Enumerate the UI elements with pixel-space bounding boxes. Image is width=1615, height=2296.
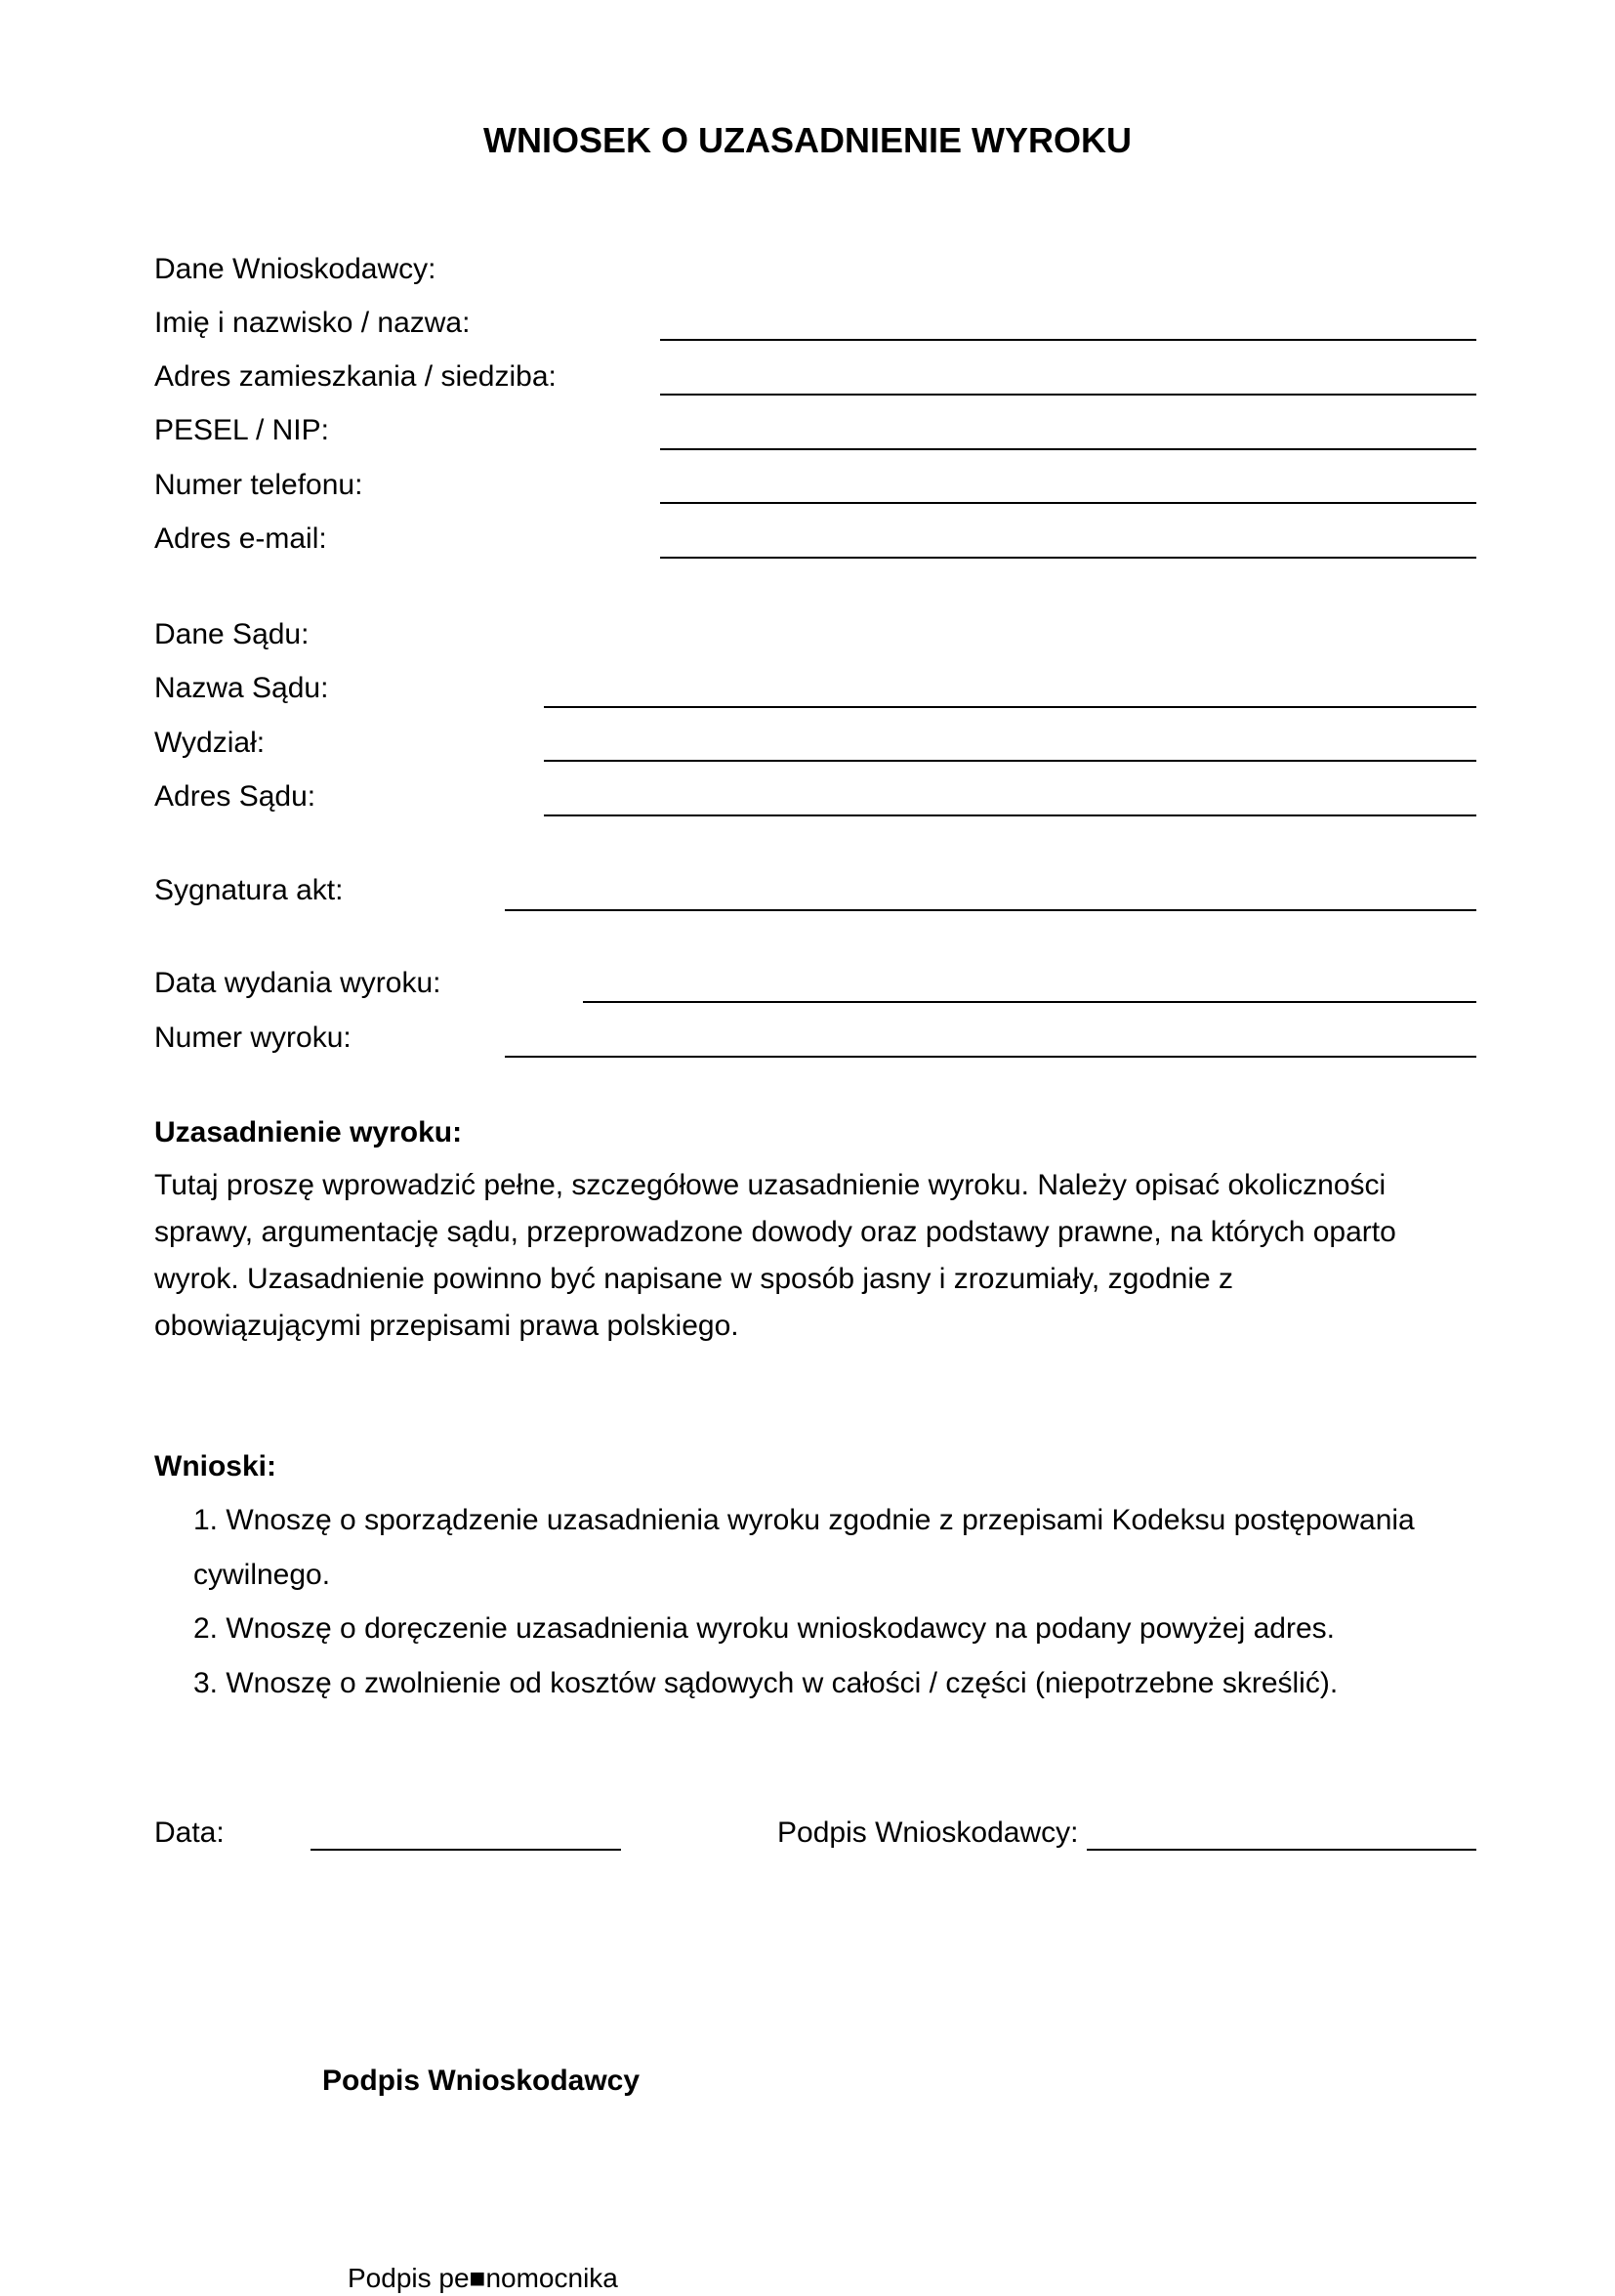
- court-address-field[interactable]: [544, 814, 1476, 816]
- date-label: Data:: [154, 1816, 225, 1849]
- judgment-number-field[interactable]: [505, 1056, 1476, 1058]
- date-field[interactable]: [311, 1849, 621, 1851]
- applicant-address-field[interactable]: [660, 394, 1476, 396]
- justification-line: Tutaj proszę wprowadzić pełne, szczegółowe uzasadnienie wyroku. Należy opisać okoliczności: [154, 1169, 1387, 1201]
- court-name-label: Nazwa Sądu:: [154, 672, 329, 704]
- applicant-name-label: Imię i nazwisko / nazwa:: [154, 307, 471, 339]
- signature-field[interactable]: [1087, 1849, 1476, 1851]
- judgment-date-field[interactable]: [583, 1001, 1476, 1003]
- applicant-phone-label: Numer telefonu:: [154, 469, 363, 501]
- applicant-address-label: Adres zamieszkania / siedziba:: [154, 360, 557, 393]
- judgment-date-label: Data wydania wyroku:: [154, 967, 441, 999]
- court-department-label: Wydział:: [154, 727, 266, 759]
- court-heading: Dane Sądu:: [154, 618, 310, 650]
- court-name-field[interactable]: [544, 706, 1476, 708]
- justification-line: wyrok. Uzasadnienie powinno być napisane w sposób jasny i zrozumiały, zgodnie z: [154, 1263, 1234, 1295]
- requests-heading: Wnioski:: [154, 1450, 276, 1482]
- signature-label: Podpis Wnioskodawcy:: [777, 1816, 1079, 1849]
- applicant-signature-caption: Podpis Wnioskodawcy: [322, 2065, 641, 2097]
- applicant-email-label: Adres e-mail:: [154, 522, 327, 555]
- applicant-pesel-label: PESEL / NIP:: [154, 414, 329, 446]
- court-department-field[interactable]: [544, 760, 1476, 762]
- request-item-1: 1. Wnoszę o sporządzenie uzasadnienia wyroku zgodnie z przepisami Kodeksu postępowania: [193, 1504, 1415, 1536]
- request-item-2: 2. Wnoszę o doręczenie uzasadnienia wyroku wnioskodawcy na podany powyżej adres.: [193, 1612, 1335, 1645]
- justification-heading: Uzasadnienie wyroku:: [154, 1116, 463, 1148]
- applicant-pesel-field[interactable]: [660, 448, 1476, 450]
- document-title: WNIOSEK O UZASADNIENIE WYROKU: [482, 120, 1132, 160]
- applicant-heading: Dane Wnioskodawcy:: [154, 253, 436, 285]
- attorney-signature-caption: Podpis pe■nomocnika: [348, 2263, 618, 2293]
- justification-line: sprawy, argumentację sądu, przeprowadzone dowody oraz podstawy prawne, na których oparto: [154, 1216, 1396, 1248]
- request-item-3: 3. Wnoszę o zwolnienie od kosztów sądowych w całości / części (niepotrzebne skreślić).: [193, 1667, 1339, 1699]
- case-signature-field[interactable]: [505, 909, 1476, 911]
- request-item-1-continuation: cywilnego.: [193, 1559, 331, 1591]
- justification-line: obowiązującymi przepisami prawa polskiego.: [154, 1310, 739, 1342]
- applicant-name-field[interactable]: [660, 339, 1476, 341]
- court-address-label: Adres Sądu:: [154, 780, 316, 813]
- applicant-phone-field[interactable]: [660, 502, 1476, 504]
- case-signature-label: Sygnatura akt:: [154, 874, 344, 906]
- judgment-number-label: Numer wyroku:: [154, 1022, 352, 1054]
- applicant-email-field[interactable]: [660, 557, 1476, 559]
